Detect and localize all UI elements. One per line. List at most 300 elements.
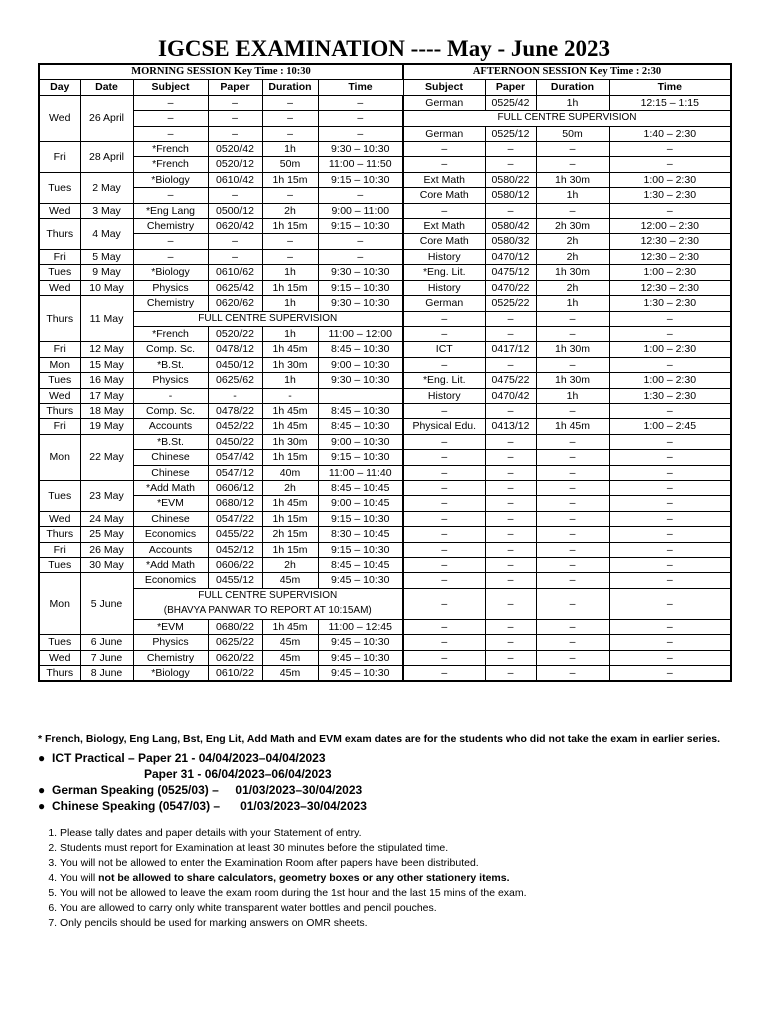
morning-paper-cell: 0478/22 xyxy=(208,403,262,418)
afternoon-paper-cell: – xyxy=(485,619,536,634)
morning-time-cell: 8:45 – 10:45 xyxy=(318,480,403,495)
morning-duration-cell: 2h 15m xyxy=(262,527,318,542)
col-header-duration: Duration xyxy=(536,80,609,95)
table-row xyxy=(39,326,731,341)
afternoon-time-cell: 1:30 – 2:30 xyxy=(609,188,731,203)
afternoon-time-cell: 1:00 – 2:30 xyxy=(609,172,731,187)
afternoon-paper-cell: – xyxy=(485,573,536,588)
day-cell: Tues xyxy=(39,172,80,203)
instruction-emphasis: not be allowed to share calculators, geometry boxes or any other stationery items. xyxy=(98,872,510,884)
morning-subject-cell: *EVM xyxy=(133,619,208,634)
morning-paper-cell: 0455/22 xyxy=(208,527,262,542)
morning-time-cell: 9:15 – 10:30 xyxy=(318,280,403,295)
afternoon-subject-cell: – xyxy=(403,311,485,326)
afternoon-duration-cell: – xyxy=(536,157,609,172)
afternoon-time-cell: – xyxy=(609,527,731,542)
morning-subject-cell: Chinese xyxy=(133,511,208,526)
afternoon-duration-cell: 1h 30m xyxy=(536,172,609,187)
morning-paper-cell: 0620/62 xyxy=(208,296,262,311)
morning-paper-cell: – xyxy=(208,95,262,110)
morning-paper-cell: 0547/12 xyxy=(208,465,262,480)
table-row xyxy=(39,419,731,434)
table-row xyxy=(39,234,731,249)
table-row xyxy=(39,511,731,526)
afternoon-subject-cell: Core Math xyxy=(403,188,485,203)
morning-duration-cell: 2h xyxy=(262,558,318,573)
day-cell: Thurs xyxy=(39,219,80,250)
table-row xyxy=(39,157,731,172)
afternoon-paper-cell: – xyxy=(485,527,536,542)
morning-paper-cell: 0500/12 xyxy=(208,203,262,218)
morning-subject-cell: *Biology xyxy=(133,172,208,187)
morning-subject-cell: Comp. Sc. xyxy=(133,342,208,357)
instruction-item xyxy=(60,871,738,886)
afternoon-subject-cell: – xyxy=(403,157,485,172)
morning-duration-cell: 45m xyxy=(262,573,318,588)
afternoon-duration-cell: 1h 30m xyxy=(536,342,609,357)
day-cell: Tues xyxy=(39,373,80,388)
morning-subject-cell: *French xyxy=(133,326,208,341)
afternoon-subject-cell: German xyxy=(403,95,485,110)
morning-time-cell: 9:45 – 10:30 xyxy=(318,573,403,588)
table-row xyxy=(39,588,731,619)
morning-paper-cell: 0606/12 xyxy=(208,480,262,495)
date-cell: 5 May xyxy=(80,249,133,264)
notes-section xyxy=(38,732,738,931)
date-cell: 18 May xyxy=(80,403,133,418)
morning-paper-cell: 0452/12 xyxy=(208,542,262,557)
morning-time-cell: 9:15 – 10:30 xyxy=(318,511,403,526)
date-cell: 3 May xyxy=(80,203,133,218)
afternoon-subject-cell: German xyxy=(403,126,485,141)
date-cell: 26 April xyxy=(80,95,133,141)
afternoon-duration-cell: 1h 30m xyxy=(536,265,609,280)
afternoon-time-cell: – xyxy=(609,480,731,495)
day-cell: Tues xyxy=(39,480,80,511)
morning-duration-cell: – xyxy=(262,126,318,141)
afternoon-paper-cell: 0470/22 xyxy=(485,280,536,295)
morning-duration-cell: 40m xyxy=(262,465,318,480)
afternoon-paper-cell: – xyxy=(485,650,536,665)
afternoon-subject-cell: – xyxy=(403,465,485,480)
morning-subject-cell: *Add Math xyxy=(133,558,208,573)
table-row xyxy=(39,434,731,449)
full-centre-supervision xyxy=(133,311,403,326)
afternoon-duration-cell: – xyxy=(536,311,609,326)
day-cell: Thurs xyxy=(39,666,80,682)
morning-paper-cell: – xyxy=(208,188,262,203)
afternoon-paper-cell: – xyxy=(485,157,536,172)
afternoon-time-cell: 1:00 – 2:30 xyxy=(609,373,731,388)
instruction-item: 7. Only pencils should be used for marking answers on OMR sheets. xyxy=(60,916,738,931)
col-header-duration: Duration xyxy=(262,80,318,95)
date-cell: 22 May xyxy=(80,434,133,480)
morning-subject-cell: *B.St. xyxy=(133,357,208,372)
instruction-item: 3. You will not be allowed to enter the Examination Room after papers have been distributed. xyxy=(60,856,738,871)
day-cell: Wed xyxy=(39,388,80,403)
table-row xyxy=(39,172,731,187)
afternoon-paper-cell: 0525/42 xyxy=(485,95,536,110)
date-cell: 26 May xyxy=(80,542,133,557)
afternoon-subject-cell: – xyxy=(403,480,485,495)
morning-paper-cell: 0452/22 xyxy=(208,419,262,434)
morning-time-cell: – xyxy=(318,249,403,264)
morning-time-cell: 9:15 – 10:30 xyxy=(318,219,403,234)
morning-subject-cell: Chemistry xyxy=(133,650,208,665)
morning-duration-cell: – xyxy=(262,188,318,203)
morning-duration-cell: 1h 45m xyxy=(262,403,318,418)
col-header-paper: Paper xyxy=(485,80,536,95)
day-cell: Tues xyxy=(39,558,80,573)
afternoon-time-cell: – xyxy=(609,403,731,418)
instruction-text: You will xyxy=(60,872,99,884)
morning-subject-cell: Physics xyxy=(133,280,208,295)
day-cell: Tues xyxy=(39,635,80,650)
date-cell: 23 May xyxy=(80,480,133,511)
afternoon-time-cell: – xyxy=(609,357,731,372)
day-cell: Fri xyxy=(39,542,80,557)
morning-subject-cell: – xyxy=(133,126,208,141)
morning-paper-cell: 0606/22 xyxy=(208,558,262,573)
afternoon-paper-cell: 0580/42 xyxy=(485,219,536,234)
date-cell: 16 May xyxy=(80,373,133,388)
exam-timetable xyxy=(38,63,732,682)
afternoon-time-cell: – xyxy=(609,157,731,172)
afternoon-paper-cell: 0413/12 xyxy=(485,419,536,434)
morning-time-cell xyxy=(318,388,403,403)
morning-duration-cell: 1h 45m xyxy=(262,342,318,357)
day-cell: Mon xyxy=(39,357,80,372)
day-cell: Thurs xyxy=(39,296,80,342)
afternoon-duration-cell: 2h xyxy=(536,234,609,249)
table-row xyxy=(39,296,731,311)
morning-time-cell: 9:00 – 10:30 xyxy=(318,434,403,449)
day-cell: Mon xyxy=(39,573,80,635)
afternoon-time-cell: – xyxy=(609,635,731,650)
date-cell: 5 June xyxy=(80,573,133,635)
table-row xyxy=(39,388,731,403)
afternoon-duration-cell: – xyxy=(536,326,609,341)
afternoon-subject-cell: – xyxy=(403,496,485,511)
instruction-item: 1. Please tally dates and paper details with your Statement of entry. xyxy=(60,826,738,841)
afternoon-subject-cell: – xyxy=(403,650,485,665)
afternoon-paper-cell: – xyxy=(485,326,536,341)
col-header-time: Time xyxy=(609,80,731,95)
instruction-item: 5. You will not be allowed to leave the exam room during the 1st hour and the last 15 mins of the exam. xyxy=(60,886,738,901)
morning-paper-cell: 0547/22 xyxy=(208,511,262,526)
afternoon-subject-cell: – xyxy=(403,619,485,634)
date-cell: 25 May xyxy=(80,527,133,542)
date-cell: 9 May xyxy=(80,265,133,280)
morning-paper-cell: – xyxy=(208,234,262,249)
morning-subject-cell: *B.St. xyxy=(133,434,208,449)
morning-subject-cell: Physics xyxy=(133,373,208,388)
afternoon-paper-cell: – xyxy=(485,588,536,619)
afternoon-duration-cell: – xyxy=(536,203,609,218)
afternoon-duration-cell: – xyxy=(536,588,609,619)
afternoon-duration-cell: – xyxy=(536,650,609,665)
practical-item xyxy=(38,750,738,766)
table-row xyxy=(39,265,731,280)
instruction-item: 6. You are allowed to carry only white transparent water bottles and pencil pouches. xyxy=(60,901,738,916)
morning-subject-cell: Economics xyxy=(133,573,208,588)
morning-time-cell: 9:30 – 10:30 xyxy=(318,142,403,157)
afternoon-time-cell: 12:00 – 2:30 xyxy=(609,219,731,234)
morning-subject-cell: Accounts xyxy=(133,419,208,434)
table-row xyxy=(39,619,731,634)
day-cell: Tues xyxy=(39,265,80,280)
morning-time-cell: 8:45 – 10:45 xyxy=(318,558,403,573)
morning-duration-cell: 1h 15m xyxy=(262,219,318,234)
afternoon-time-cell: 12:30 – 2:30 xyxy=(609,280,731,295)
table-row xyxy=(39,111,731,126)
afternoon-subject-cell: – xyxy=(403,434,485,449)
col-header-subject: Subject xyxy=(403,80,485,95)
afternoon-paper-cell: – xyxy=(485,480,536,495)
date-cell: 30 May xyxy=(80,558,133,573)
table-row xyxy=(39,527,731,542)
day-cell: Wed xyxy=(39,280,80,295)
morning-duration-cell: – xyxy=(262,234,318,249)
afternoon-duration-cell: 50m xyxy=(536,126,609,141)
morning-paper-cell: 0520/12 xyxy=(208,157,262,172)
date-cell: 7 June xyxy=(80,650,133,665)
date-cell: 28 April xyxy=(80,142,133,173)
afternoon-time-cell: 1:30 – 2:30 xyxy=(609,296,731,311)
chinese-speaking: Chinese Speaking (0547/03) – 01/03/2023–30/04/2023 xyxy=(52,799,367,813)
date-cell: 15 May xyxy=(80,357,133,372)
morning-duration-cell: 45m xyxy=(262,650,318,665)
date-cell: 24 May xyxy=(80,511,133,526)
afternoon-subject-cell: – xyxy=(403,511,485,526)
morning-time-cell: 9:30 – 10:30 xyxy=(318,373,403,388)
afternoon-duration-cell: 1h 45m xyxy=(536,419,609,434)
afternoon-time-cell: – xyxy=(609,434,731,449)
day-cell: Fri xyxy=(39,249,80,264)
afternoon-paper-cell: – xyxy=(485,558,536,573)
morning-duration-cell: 1h 15m xyxy=(262,172,318,187)
morning-paper-cell: 0450/22 xyxy=(208,434,262,449)
supervision-note: FULL CENTRE SUPERVISION xyxy=(198,590,338,602)
morning-subject-cell: Accounts xyxy=(133,542,208,557)
morning-duration-cell: 1h 45m xyxy=(262,619,318,634)
day-cell: Fri xyxy=(39,142,80,173)
table-row xyxy=(39,496,731,511)
morning-subject-cell: – xyxy=(133,188,208,203)
morning-subject-cell: *Add Math xyxy=(133,480,208,495)
afternoon-subject-cell: – xyxy=(403,527,485,542)
afternoon-time-cell: – xyxy=(609,465,731,480)
morning-time-cell: 9:45 – 10:30 xyxy=(318,666,403,682)
afternoon-subject-cell: – xyxy=(403,635,485,650)
afternoon-duration-cell: – xyxy=(536,434,609,449)
afternoon-time-cell: 1:00 – 2:30 xyxy=(609,342,731,357)
afternoon-time-cell: – xyxy=(609,666,731,682)
afternoon-time-cell: – xyxy=(609,511,731,526)
morning-time-cell: 8:45 – 10:30 xyxy=(318,419,403,434)
afternoon-time-cell: 12:30 – 2:30 xyxy=(609,249,731,264)
afternoon-paper-cell: 0580/22 xyxy=(485,172,536,187)
afternoon-paper-cell: – xyxy=(485,403,536,418)
footnote: * French, Biology, Eng Lang, Bst, Eng Lit, Add Math and EVM exam dates are for the students who did not take the exam in earlier series. xyxy=(38,733,721,745)
afternoon-paper-cell: – xyxy=(485,496,536,511)
afternoon-time-cell: – xyxy=(609,496,731,511)
afternoon-duration-cell: 1h xyxy=(536,95,609,110)
bullet-icon: ● xyxy=(38,799,46,813)
morning-time-cell: 9:45 – 10:30 xyxy=(318,650,403,665)
table-row xyxy=(39,480,731,495)
morning-paper-cell: – xyxy=(208,249,262,264)
german-speaking: German Speaking (0525/03) – 01/03/2023–30/04/2023 xyxy=(52,783,363,797)
morning-subject-cell: – xyxy=(133,95,208,110)
afternoon-duration-cell: – xyxy=(536,573,609,588)
day-cell: Fri xyxy=(39,342,80,357)
afternoon-paper-cell: – xyxy=(485,465,536,480)
supervision-note: FULL CENTRE SUPERVISION xyxy=(198,312,338,324)
morning-session-header: MORNING SESSION Key Time : 10:30 xyxy=(39,64,403,80)
morning-duration-cell: – xyxy=(262,95,318,110)
afternoon-subject-cell: – xyxy=(403,357,485,372)
afternoon-duration-cell: 1h xyxy=(536,388,609,403)
morning-duration-cell: 1h 30m xyxy=(262,357,318,372)
afternoon-paper-cell: 0580/12 xyxy=(485,188,536,203)
afternoon-paper-cell: 0475/12 xyxy=(485,265,536,280)
morning-subject-cell: - xyxy=(133,388,208,403)
afternoon-paper-cell: 0525/22 xyxy=(485,296,536,311)
morning-duration-cell: 1h xyxy=(262,265,318,280)
morning-subject-cell: Comp. Sc. xyxy=(133,403,208,418)
morning-duration-cell: 45m xyxy=(262,666,318,682)
table-row xyxy=(39,357,731,372)
morning-subject-cell: – xyxy=(133,111,208,126)
afternoon-time-cell: – xyxy=(609,650,731,665)
afternoon-subject-cell: History xyxy=(403,280,485,295)
full-centre-supervision: FULL CENTRE SUPERVISION xyxy=(403,111,731,126)
afternoon-subject-cell: – xyxy=(403,573,485,588)
afternoon-time-cell: 12:15 – 1:15 xyxy=(609,95,731,110)
afternoon-paper-cell: – xyxy=(485,450,536,465)
afternoon-time-cell: – xyxy=(609,542,731,557)
morning-duration-cell: 1h xyxy=(262,296,318,311)
practical-item xyxy=(38,798,738,814)
date-cell: 2 May xyxy=(80,172,133,203)
morning-subject-cell: Economics xyxy=(133,527,208,542)
afternoon-duration-cell: 1h xyxy=(536,296,609,311)
col-header-time: Time xyxy=(318,80,403,95)
col-header-date: Date xyxy=(80,80,133,95)
morning-time-cell: 9:15 – 10:30 xyxy=(318,172,403,187)
morning-subject-cell: *French xyxy=(133,142,208,157)
morning-time-cell: 11:00 – 11:40 xyxy=(318,465,403,480)
afternoon-subject-cell: History xyxy=(403,249,485,264)
afternoon-duration-cell: 2h 30m xyxy=(536,219,609,234)
afternoon-time-cell: – xyxy=(609,326,731,341)
table-row xyxy=(39,558,731,573)
afternoon-paper-cell: 0470/12 xyxy=(485,249,536,264)
table-row xyxy=(39,373,731,388)
afternoon-paper-cell: – xyxy=(485,511,536,526)
afternoon-time-cell: – xyxy=(609,573,731,588)
afternoon-session-header: AFTERNOON SESSION Key Time : 2:30 xyxy=(403,64,731,80)
afternoon-time-cell: 1:40 – 2:30 xyxy=(609,126,731,141)
morning-subject-cell: – xyxy=(133,234,208,249)
afternoon-paper-cell: – xyxy=(485,434,536,449)
morning-paper-cell: 0680/12 xyxy=(208,496,262,511)
morning-paper-cell: 0680/22 xyxy=(208,619,262,634)
afternoon-duration-cell: 1h 30m xyxy=(536,373,609,388)
morning-time-cell: – xyxy=(318,95,403,110)
morning-time-cell: 9:15 – 10:30 xyxy=(318,450,403,465)
afternoon-duration-cell: – xyxy=(536,635,609,650)
afternoon-subject-cell: – xyxy=(403,666,485,682)
morning-paper-cell: 0520/42 xyxy=(208,142,262,157)
afternoon-duration-cell: – xyxy=(536,511,609,526)
date-cell: 19 May xyxy=(80,419,133,434)
morning-duration-cell: – xyxy=(262,249,318,264)
morning-time-cell: 9:30 – 10:30 xyxy=(318,296,403,311)
afternoon-duration-cell: 2h xyxy=(536,280,609,295)
morning-duration-cell: 1h 15m xyxy=(262,511,318,526)
morning-subject-cell: *Biology xyxy=(133,265,208,280)
day-cell: Wed xyxy=(39,511,80,526)
afternoon-paper-cell: – xyxy=(485,203,536,218)
morning-duration-cell: – xyxy=(262,111,318,126)
morning-subject-cell: Chinese xyxy=(133,450,208,465)
morning-time-cell: – xyxy=(318,126,403,141)
morning-subject-cell: *Biology xyxy=(133,666,208,682)
instruction-item: 2. Students must report for Examination at least 30 minutes before the stipulated time. xyxy=(60,841,738,856)
table-row xyxy=(39,342,731,357)
day-cell: Fri xyxy=(39,419,80,434)
morning-time-cell: 8:30 – 10:45 xyxy=(318,527,403,542)
bullet-icon: ● xyxy=(38,783,46,797)
afternoon-time-cell: 12:30 – 2:30 xyxy=(609,234,731,249)
afternoon-paper-cell: – xyxy=(485,635,536,650)
morning-duration-cell: 1h xyxy=(262,373,318,388)
table-row xyxy=(39,311,731,326)
bullet-icon: ● xyxy=(38,751,46,765)
morning-time-cell: – xyxy=(318,234,403,249)
morning-time-cell: 11:00 – 12:45 xyxy=(318,619,403,634)
date-cell: 4 May xyxy=(80,219,133,250)
practical-item xyxy=(38,782,738,798)
afternoon-paper-cell: 0470/42 xyxy=(485,388,536,403)
full-centre-supervision xyxy=(133,588,403,619)
morning-paper-cell: 0610/62 xyxy=(208,265,262,280)
col-header-subject: Subject xyxy=(133,80,208,95)
morning-subject-cell: *French xyxy=(133,157,208,172)
morning-paper-cell: 0547/42 xyxy=(208,450,262,465)
morning-paper-cell: 0478/12 xyxy=(208,342,262,357)
morning-paper-cell: 0620/42 xyxy=(208,219,262,234)
morning-paper-cell: 0455/12 xyxy=(208,573,262,588)
afternoon-paper-cell: – xyxy=(485,542,536,557)
morning-paper-cell: 0625/62 xyxy=(208,373,262,388)
table-row xyxy=(39,465,731,480)
morning-paper-cell: 0610/42 xyxy=(208,172,262,187)
afternoon-subject-cell: Ext Math xyxy=(403,219,485,234)
table-row xyxy=(39,219,731,234)
table-row xyxy=(39,450,731,465)
morning-subject-cell: *EVM xyxy=(133,496,208,511)
morning-time-cell: 8:45 – 10:30 xyxy=(318,403,403,418)
afternoon-duration-cell: – xyxy=(536,142,609,157)
ict-practical: ICT Practical – Paper 21 - 04/04/2023–04/04/2023 xyxy=(52,751,326,765)
afternoon-time-cell: 1:00 – 2:45 xyxy=(609,419,731,434)
morning-subject-cell: Physics xyxy=(133,635,208,650)
morning-paper-cell: 0625/42 xyxy=(208,280,262,295)
morning-duration-cell: 1h 15m xyxy=(262,542,318,557)
